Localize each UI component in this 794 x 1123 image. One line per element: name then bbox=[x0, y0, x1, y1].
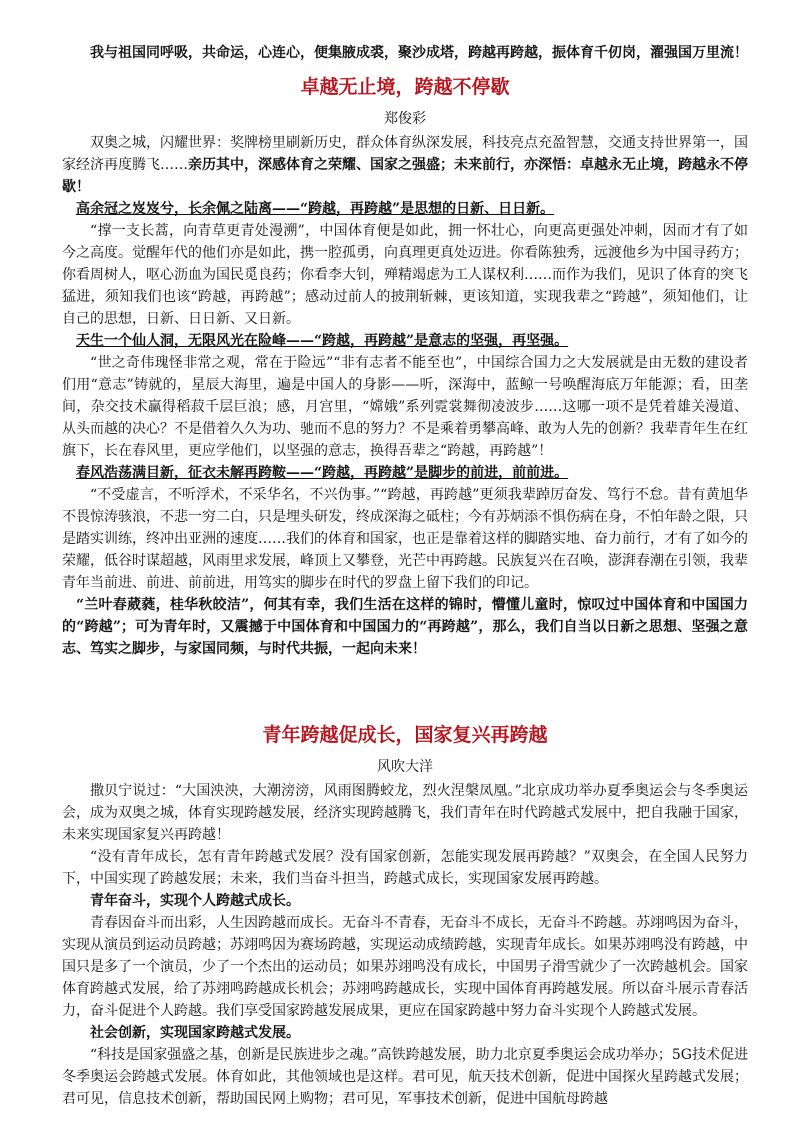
article1-conclusion: “兰叶春葳蕤，桂华秋皎洁”，何其有幸，我们生活在这样的锦时，懵懂儿童时，惊叹过中国体育和中国国力的“跨越”；可为青年时，又震撼于中国体育和中国国力的“再跨越”，那么，我们自当以日新之思想、坚强之意志、笃实之脚步，与家国同频，与时代共振，一起向未来！ bbox=[62, 597, 748, 657]
article1-paragraph-1 bbox=[62, 132, 748, 198]
article1-paragraph-3: “世之奇伟瑰怪非常之观，常在于险远”“非有志者不能至也”，中国综合国力之大发展就是由无数的建设者们用“意志”铸就的，星辰大海里，遍是中国人的身影——听，深海中，蓝鲸一号唤醒海底万年能源；看，田垄间，杂交技术赢得稻菽千层巨浪；感，月宫里，“嫦娥”系列霓裳舞彻凌波步……这哪一项不是凭着雄关漫道、从头而越的决心？不是借着久久为功、驰而不息的努力？不是乘着勇攀高峰、敢为人先的创新？我辈青年生在红旗下，长在春风里，更应学他们，以坚强的意志，换得吾辈之“跨越，再跨越”！ bbox=[62, 355, 748, 459]
article2-subheading-2: 社会创新，实现国家跨越式发展。 bbox=[90, 1025, 300, 1041]
article1-author: 郑俊彩 bbox=[384, 111, 426, 127]
article1-subheading-2: 天生一个仙人洞，无限风光在险峰——“跨越，再跨越”是意志的坚强，再坚强。 bbox=[76, 333, 569, 349]
article2-title: 青年跨越促成长，国家复兴再跨越 bbox=[262, 724, 548, 746]
article2-paragraph-3: 青春因奋斗而出彩，人生因跨越而成长。无奋斗不青春，无奋斗不成长，无奋斗不跨越。苏翊鸣因为奋斗，实现从演员到运动员跨越；苏翊鸣因为赛场跨越，实现运动成绩跨越，实现青年成长。如果苏翊鸣没有跨越，中国只是多了一个演员，少了一个杰出的运动员；如果苏翊鸣没有成长，中国男子滑雪就少了一次跨越机会。国家体育跨越式发展，给了苏翊鸣跨越成长机会；苏翊鸣跨越成长，实现中国体育再跨越发展。所以奋斗展示青春活力，奋斗促进个人跨越。我们享受国家跨越发展成果，更应在国家跨越中努力奋斗实现个人跨越式发展。 bbox=[62, 915, 748, 1019]
intro-closing-paragraph: 我与祖国同呼吸，共命运，心连心，便集腋成裘，聚沙成塔，跨越再跨越，振体育千仞岗，濯强国万里流！ bbox=[90, 45, 748, 61]
section-spacer bbox=[62, 660, 748, 712]
article2-author: 风吹大洋 bbox=[377, 759, 433, 775]
article1-paragraph-1-bold: 亲历其中，深感体育之荣耀、国家之强盛；未来前行，亦深悟：卓越永无止境，跨越永不停歇！ bbox=[62, 157, 748, 195]
article1-title: 卓越无止境，跨越不停歇 bbox=[300, 76, 510, 98]
article1-subheading-3: 春风浩荡满目新，征衣未解再跨鞍——“跨越，再跨越”是脚步的前进，前前进。 bbox=[76, 465, 569, 481]
article2-paragraph-1: 撒贝宁说过：“大国泱泱，大潮滂滂，风雨图腾蛟龙，烈火涅槃凤凰。”北京成功举办夏季奥运会与冬季奥运会，成为双奥之城，体育实现跨越发展，经济实现跨越腾飞，我们青年在时代跨越式发展中，把自我融于国家，未来实现国家复兴再跨越！ bbox=[62, 783, 748, 843]
article1-subheading-1: 高余冠之岌岌兮，长余佩之陆离——“跨越，再跨越”是思想的日新、日日新。 bbox=[76, 201, 555, 217]
article2-paragraph-2: “没有青年成长，怎有青年跨越式发展？没有国家创新，怎能实现发展再跨越？”双奥会，在全国人民努力下，中国实现了跨越发展；未来，我们当奋斗担当，跨越式成长，实现国家发展再跨越。 bbox=[62, 849, 748, 887]
article2-subheading-1: 青年奋斗，实现个人跨越式成长。 bbox=[90, 893, 300, 909]
article1-paragraph-1-text: 双奥之城，闪耀世界：奖牌榜里刷新历史，群众体育纵深发展，科技亮点充盈智慧，交通支持世界第一，国家经济再度腾飞…… bbox=[62, 135, 748, 173]
article2-paragraph-4: “科技是国家强盛之基，创新是民族进步之魂。”高铁跨越发展，助力北京夏季奥运会成功举办；5G技术促进冬季奥运会跨越式发展。体育如此，其他领域也是这样。君可见，航天技术创新，促进中国探火星跨越式发展；君可见，信息技术创新，帮助国民网上购物；君可见，军事技术创新，促进中国航母跨越 bbox=[62, 1047, 748, 1107]
article1-paragraph-2: “撑一支长蒿，向青草更青处漫溯”，中国体育便是如此，拥一怀壮心，向更高更强处冲刺，因而才有了如今之高度。觉醒年代的他们亦是如此，携一腔孤勇，向真理更真处迈进。你看陈独秀，远渡他乡为中国寻药方；你看周树人，呕心沥血为国民觅良药；你看李大钊，殚精竭虑为工人谋权利……而作为我们，见识了体育的突飞猛进，须知我们也该“跨越，再跨越”；感动过前人的披荆斩棘，更该知道，实现我辈之“跨越”，须知他们，让自己的思想，日新、日日新、又日新。 bbox=[62, 223, 748, 327]
article1-paragraph-4: “不受虚言，不听浮术，不采华名，不兴伪事。”“跨越，再跨越”更须我辈踔厉奋发、笃行不怠。昔有黄旭华不畏惊涛骇浪，不悲一穷二白，只是埋头研发，终成深海之砥柱；今有苏炳添不惧伤病在身，不怕年龄之限，只是踏实训练，终冲出亚洲的速度……我们的体育和国家，也正是靠着这样的脚踏实地、奋力前行，才有了如今的荣耀，低谷时谋超越，风雨里求发展，峰顶上又攀登，光芒中再跨越。民族复兴在召唤，澎湃春潮在引领，我辈青年当前进、前进、前前进，用笃实的脚步在时代的罗盘上留下我们的印记。 bbox=[62, 487, 748, 591]
